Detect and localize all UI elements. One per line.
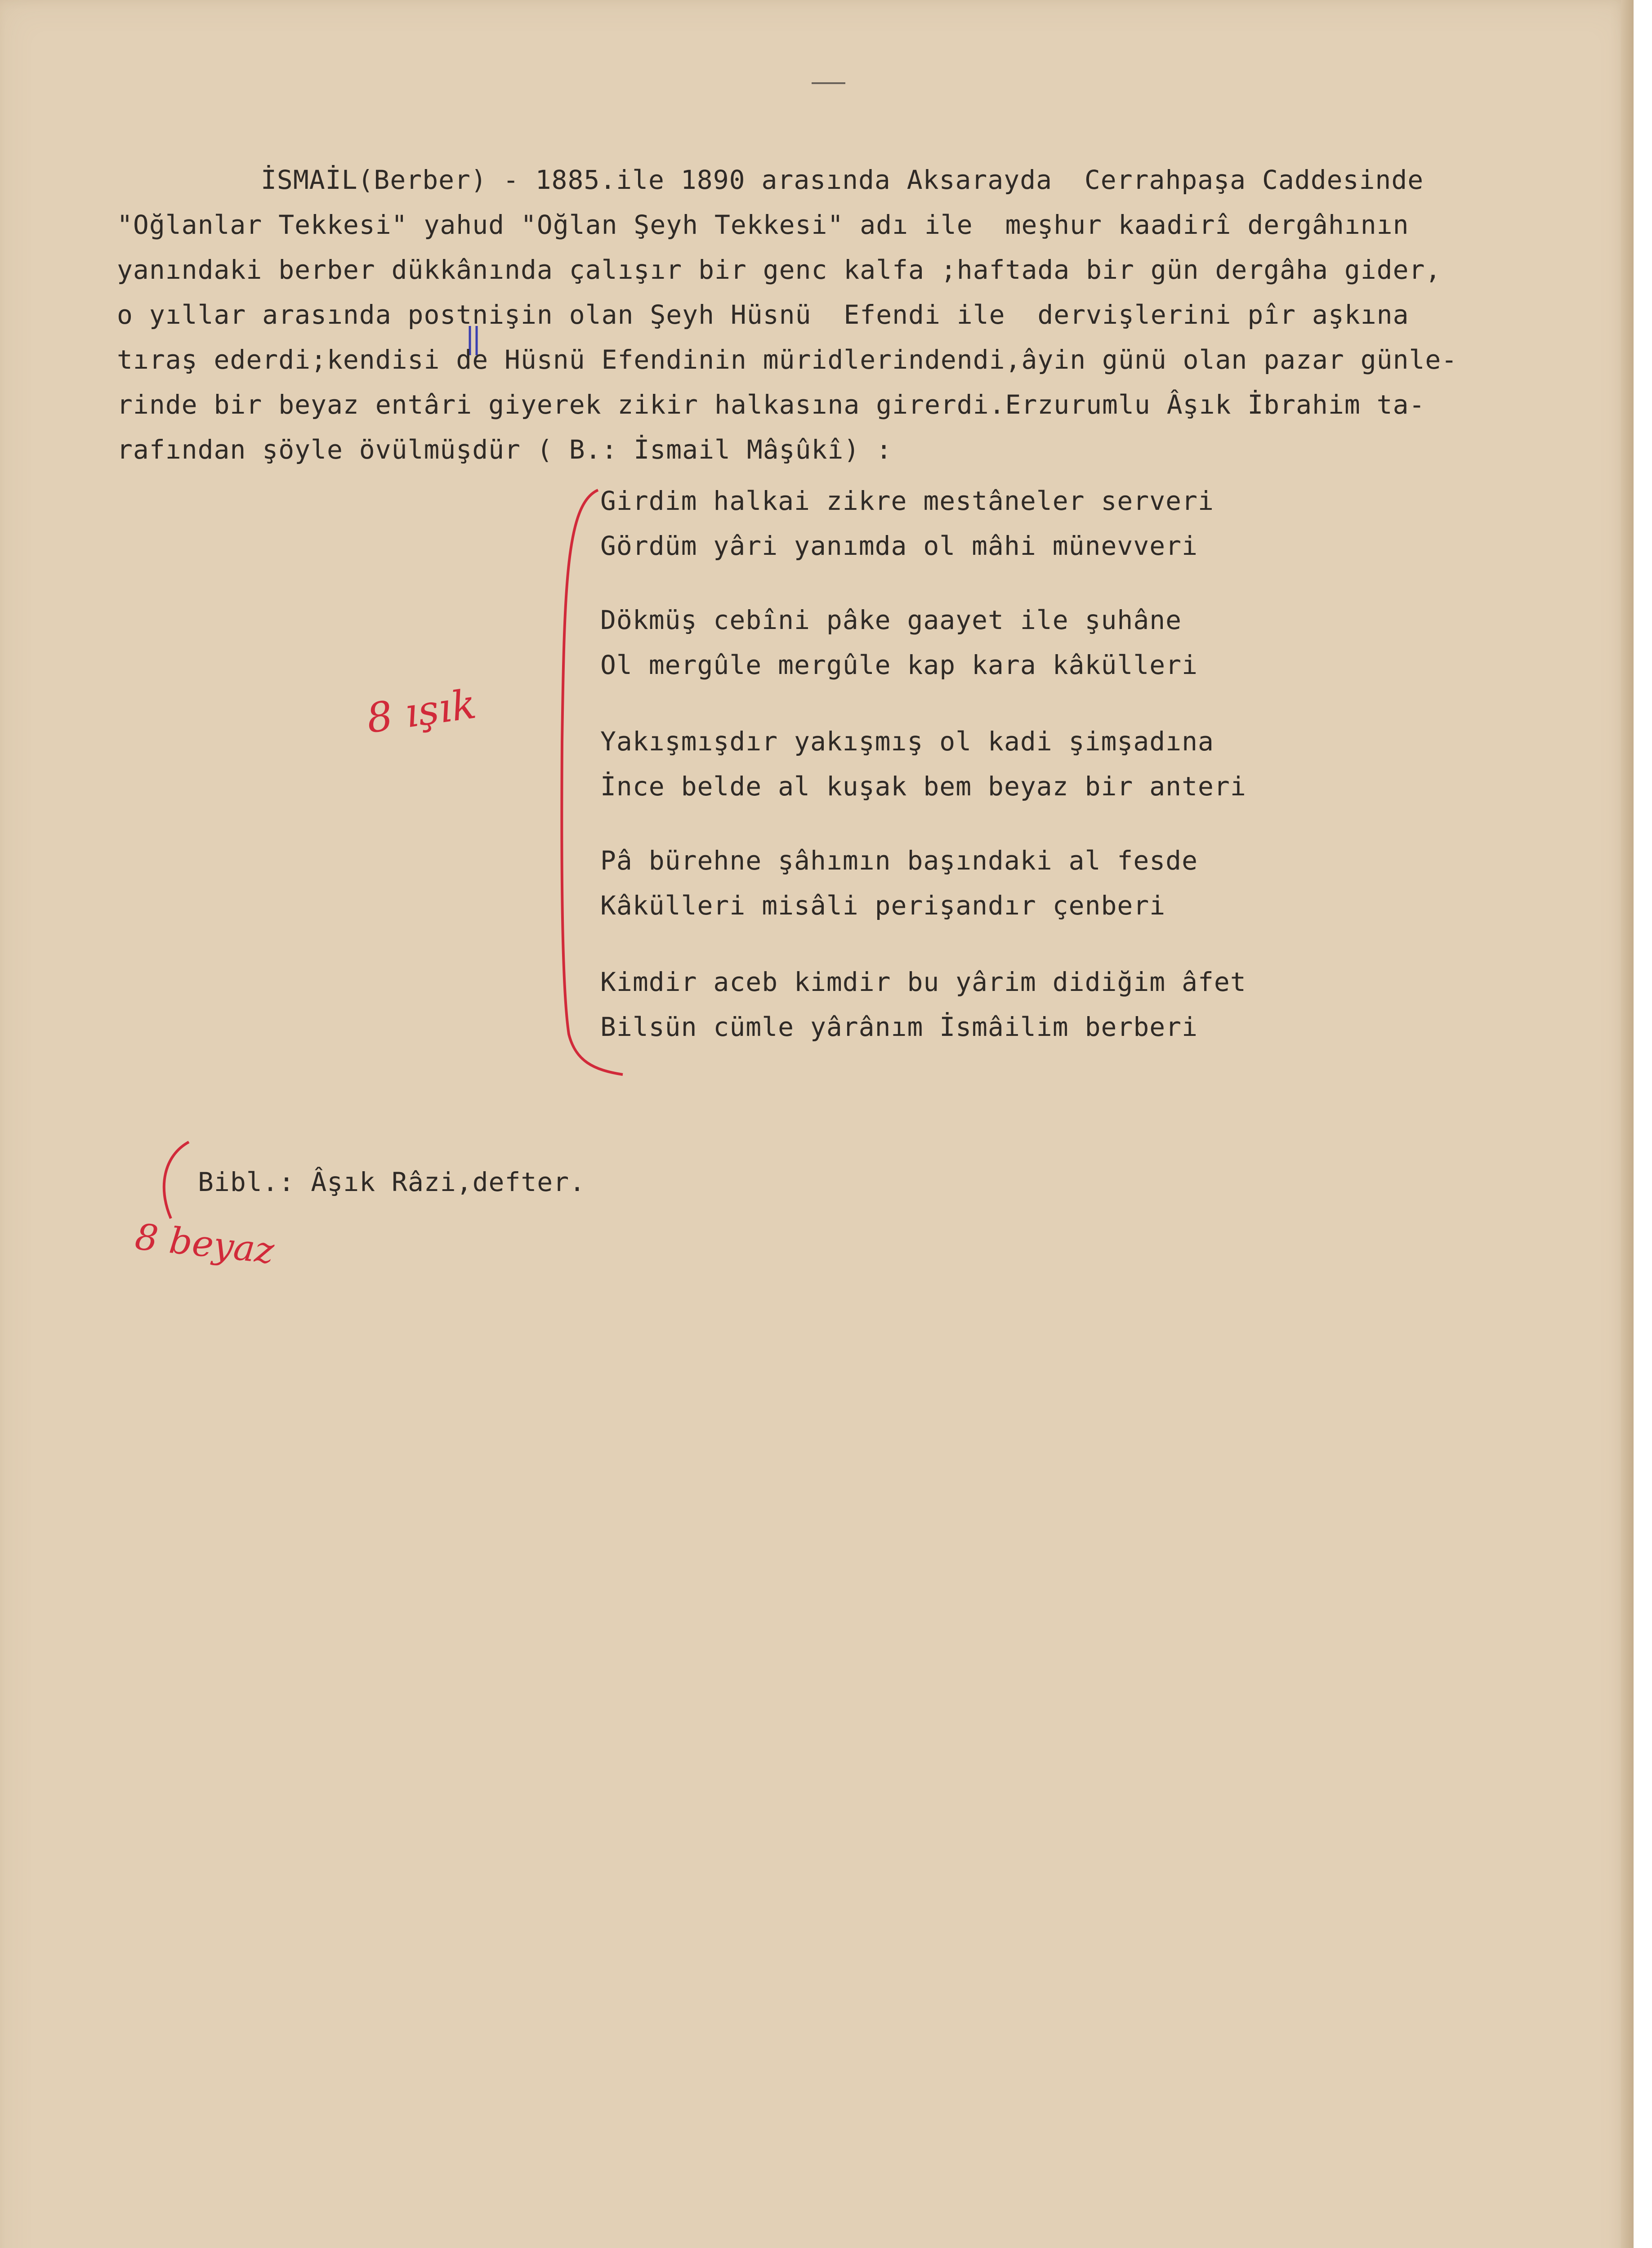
paragraph-line: yanındaki berber dükkânında çalışır bir genc kalfa ;haftada bir gün dergâha gider, xyxy=(117,254,1442,285)
handwritten-note: 8 ışık xyxy=(363,680,479,743)
poem-line: İnce belde al kuşak bem beyaz bir anteri xyxy=(600,771,1246,802)
bibliography: Bibl.: Âşık Râzi,defter. xyxy=(198,1167,586,1197)
poem-line: Bilsün cümle yârânım İsmâilim berberi xyxy=(600,1012,1198,1042)
bibl-bracket xyxy=(164,1142,189,1218)
paragraph-line: İSMAİL(Berber) - 1885.ile 1890 arasında Aksarayda Cerrahpaşa Caddesinde xyxy=(261,165,1424,195)
paragraph-line: rinde bir beyaz entâri giyerek zikir halkasına girerdi.Erzurumlu Âşık İbrahim ta- xyxy=(117,389,1425,420)
paragraph-line: "Oğlanlar Tekkesi" yahud "Oğlan Şeyh Tekkesi" adı ile meşhur kaadirî dergâhının xyxy=(117,210,1409,240)
poem-line: Dökmüş cebîni pâke gaayet ile şuhâne xyxy=(600,605,1182,635)
paragraph-line: rafından şöyle övülmüşdür ( B.: İsmail Mâşûkî) : xyxy=(117,434,893,465)
poem-line: Kâkülleri misâli perişandır çenberi xyxy=(600,890,1166,921)
poem-line: Yakışmışdır yakışmış ol kadi şimşadına xyxy=(600,726,1214,757)
paragraph-line: tıraş ederdi;kendisi de Hüsnü Efendinin müridlerindendi,âyin günü olan pazar günle- xyxy=(117,344,1458,375)
poem-line: Girdim halkai zikre mestâneler serveri xyxy=(600,486,1214,516)
paragraph-line: o yıllar arasında postnişin olan Şeyh Hüsnü Efendi ile dervişlerini pîr aşkına xyxy=(117,299,1409,330)
poem-line: Pâ bürehne şâhımın başındaki al fesde xyxy=(600,845,1198,876)
handwritten-note: 8 beyaz xyxy=(133,1216,276,1272)
poem-line: Gördüm yâri yanımda ol mâhi münevveri xyxy=(600,531,1198,561)
poem-line: Kimdir aceb kimdir bu yârim didiğim âfet xyxy=(600,967,1246,997)
poem-line: Ol mergûle mergûle kap kara kâkülleri xyxy=(600,650,1198,680)
